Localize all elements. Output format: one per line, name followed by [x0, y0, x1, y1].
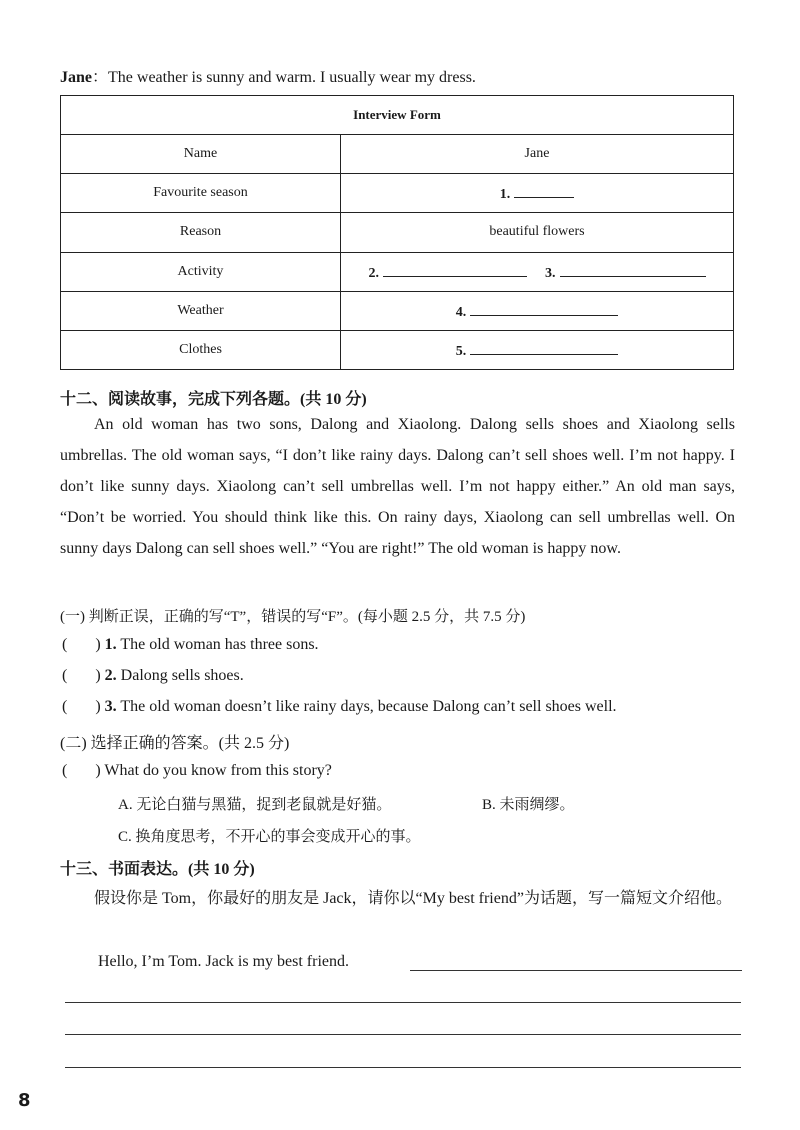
- row-label: Activity: [61, 252, 341, 291]
- table-row: [61, 174, 734, 213]
- answer-blank-3[interactable]: [560, 262, 706, 277]
- story-text: An old woman has two sons, Dalong and Xiaolong. Dalong sells shoes and Xiaolong sells umbrellas. The old woman says, “I don’t like rainy days. Dalong can’t sell shoes well. I’m not happy. I don’t like sunny days. Xiaolong can’t sell umbrellas well. I’m not happy either.” An old man says, “Don’t be worried. You should think like this. On rainy days, Xiaolong can sell umbrellas well. On sunny days Dalong can sell shoes well.” “You are right!” The old woman is happy now.: [60, 416, 735, 557]
- intro-speaker: Jane: [60, 69, 92, 86]
- tf-question-3: [62, 698, 617, 716]
- table-row: [61, 135, 734, 174]
- question-number: 2.: [104, 667, 117, 684]
- answer-blank-1[interactable]: [514, 183, 574, 198]
- answer-paren[interactable]: ( ): [62, 636, 101, 653]
- writing-start: Hello, I’m Tom. Jack is my best friend.: [98, 953, 349, 970]
- row-label: Reason: [61, 213, 341, 252]
- row-value: beautiful flowers: [341, 213, 734, 252]
- row-label: Clothes: [61, 330, 341, 369]
- question-text: Dalong sells shoes.: [120, 667, 244, 684]
- blank-number: 3.: [545, 265, 556, 281]
- row-blank-cell: [341, 174, 734, 213]
- choice-question: [62, 762, 332, 780]
- section13-heading: 十三、书面表达。(共 10 分): [60, 861, 255, 878]
- table-title: Interview Form: [61, 96, 734, 135]
- table-row: [61, 291, 734, 330]
- page-number: 8: [18, 1090, 31, 1111]
- answer-blank-4[interactable]: [470, 301, 618, 316]
- answer-paren[interactable]: ( ): [62, 698, 101, 715]
- answer-blank-2[interactable]: [383, 262, 527, 277]
- row-value: Jane: [341, 135, 734, 174]
- tf-question-2: [62, 667, 244, 685]
- table-row: [61, 213, 734, 252]
- section12-heading: 十二、阅读故事，完成下列各题。(共 10 分): [60, 391, 367, 408]
- answer-paren[interactable]: ( ): [62, 762, 101, 779]
- intro-line: [60, 64, 476, 87]
- table-row: [61, 330, 734, 369]
- part1-heading: (一) 判断正误，正确的写“T”，错误的写“F”。(每小题 2.5 分，共 7.5 分): [60, 609, 526, 625]
- row-blank-cell: [341, 291, 734, 330]
- blank-number: 4.: [455, 304, 467, 320]
- table-title-row: [61, 96, 734, 135]
- row-label: Weather: [61, 291, 341, 330]
- row-label: Name: [61, 135, 341, 174]
- prompt-text: 假设你是 Tom，你最好的朋友是 Jack，请你以“My best friend”为话题，写一篇短文介绍他。: [94, 890, 732, 907]
- interview-form-table: [60, 95, 734, 370]
- blank-number: 2.: [368, 265, 379, 281]
- writing-prompt: [60, 883, 735, 914]
- option-c: C. 换角度思考，不开心的事会变成开心的事。: [118, 829, 421, 845]
- part2-heading: (二) 选择正确的答案。(共 2.5 分): [60, 735, 290, 752]
- question-number: 3.: [104, 698, 117, 715]
- question-number: 1.: [104, 636, 117, 653]
- writing-line-2[interactable]: [65, 1002, 741, 1003]
- option-a: A. 无论白猫与黑猫，捉到老鼠就是好猫。: [118, 797, 392, 813]
- intro-sep: ：: [92, 69, 109, 86]
- question-text: What do you know from this story?: [104, 762, 332, 779]
- row-label: Favourite season: [61, 174, 341, 213]
- story-paragraph: [60, 409, 735, 564]
- question-text: The old woman has three sons.: [120, 636, 319, 653]
- writing-line-3[interactable]: [65, 1034, 741, 1035]
- row-blank-cell: [341, 252, 734, 291]
- option-b: B. 未雨绸缪。: [482, 797, 575, 813]
- tf-question-1: [62, 636, 319, 654]
- intro-text: The weather is sunny and warm. I usually wear my dress.: [108, 69, 476, 86]
- table-row: [61, 252, 734, 291]
- blank-number: 5.: [455, 343, 467, 359]
- answer-paren[interactable]: ( ): [62, 667, 101, 684]
- blank-number: 1.: [499, 187, 511, 203]
- question-text: The old woman doesn’t like rainy days, because Dalong can’t sell shoes well.: [120, 698, 617, 715]
- writing-line-4[interactable]: [65, 1067, 741, 1068]
- answer-blank-5[interactable]: [470, 340, 618, 355]
- writing-line-1[interactable]: [410, 970, 742, 971]
- row-blank-cell: [341, 330, 734, 369]
